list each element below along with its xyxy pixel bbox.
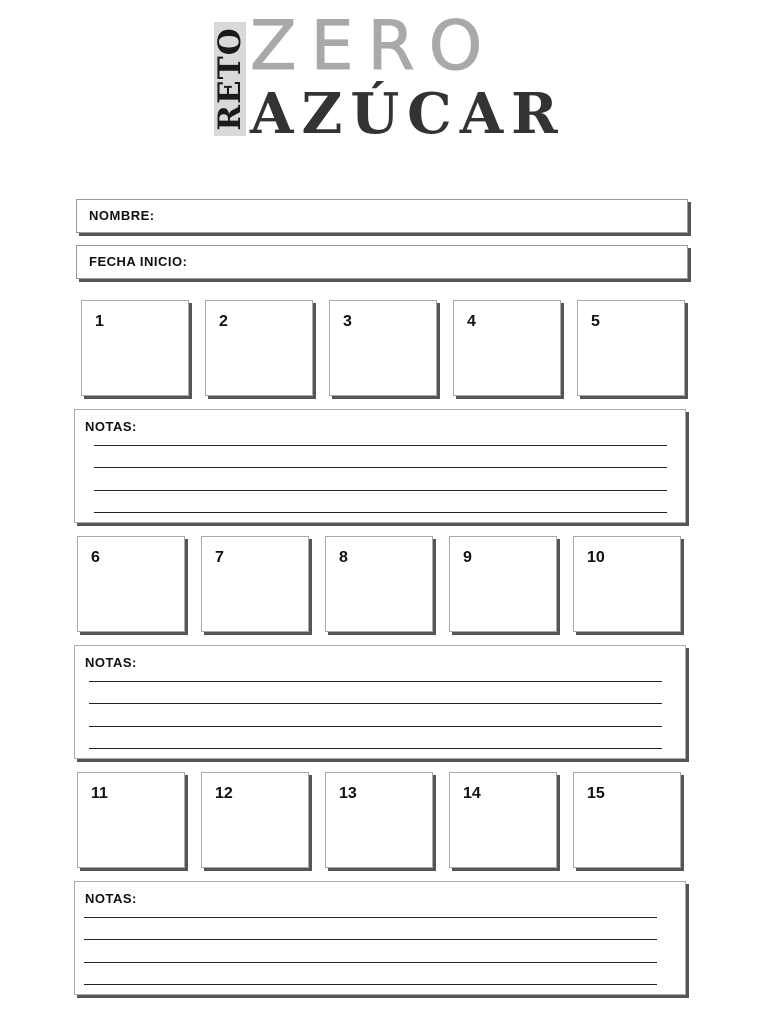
day-box-1[interactable]	[81, 300, 189, 396]
note-line	[89, 748, 662, 749]
day-number: 5	[591, 313, 600, 330]
day-number: 11	[91, 785, 108, 802]
day-number: 7	[215, 549, 224, 566]
day-number: 4	[467, 313, 476, 330]
nombre-label: NOMBRE:	[89, 208, 155, 223]
day-number: 10	[587, 549, 605, 566]
fecha-inicio-label: FECHA INICIO:	[89, 254, 188, 269]
day-number: 12	[215, 785, 233, 802]
day-number: 15	[587, 785, 605, 802]
day-box-13[interactable]	[325, 772, 433, 868]
note-line	[94, 445, 667, 446]
note-line	[89, 703, 662, 704]
day-box-7[interactable]	[201, 536, 309, 632]
day-box-15[interactable]	[573, 772, 681, 868]
notes-box-2[interactable]	[74, 645, 686, 759]
notes-label: NOTAS:	[85, 655, 137, 670]
fecha-inicio-field[interactable]	[76, 245, 688, 279]
day-number: 6	[91, 549, 100, 566]
notes-label: NOTAS:	[85, 419, 137, 434]
day-number: 8	[339, 549, 348, 566]
day-box-14[interactable]	[449, 772, 557, 868]
day-box-4[interactable]	[453, 300, 561, 396]
day-box-6[interactable]	[77, 536, 185, 632]
note-line	[84, 939, 657, 940]
note-line	[94, 512, 667, 513]
day-box-12[interactable]	[201, 772, 309, 868]
note-line	[84, 984, 657, 985]
day-box-2[interactable]	[205, 300, 313, 396]
day-number: 1	[95, 313, 104, 330]
logo-reto-text: RETO	[212, 27, 248, 131]
day-number: 3	[343, 313, 352, 330]
logo-azucar-text: AZÚCAR	[250, 81, 566, 147]
day-number: 9	[463, 549, 472, 566]
notes-box-3[interactable]	[74, 881, 686, 995]
reto-zero-azucar-logo	[212, 7, 584, 147]
logo-zero-text: ZERO	[250, 7, 497, 86]
note-line	[84, 962, 657, 963]
day-number: 13	[339, 785, 357, 802]
note-line	[89, 726, 662, 727]
day-number: 2	[219, 313, 228, 330]
note-line	[94, 467, 667, 468]
nombre-field[interactable]	[76, 199, 688, 233]
note-line	[84, 917, 657, 918]
note-line	[89, 681, 662, 682]
note-line	[94, 490, 667, 491]
day-box-5[interactable]	[577, 300, 685, 396]
day-box-3[interactable]	[329, 300, 437, 396]
day-box-8[interactable]	[325, 536, 433, 632]
day-box-9[interactable]	[449, 536, 557, 632]
notes-label: NOTAS:	[85, 891, 137, 906]
day-box-11[interactable]	[77, 772, 185, 868]
day-box-10[interactable]	[573, 536, 681, 632]
notes-box-1[interactable]	[74, 409, 686, 523]
day-number: 14	[463, 785, 481, 802]
